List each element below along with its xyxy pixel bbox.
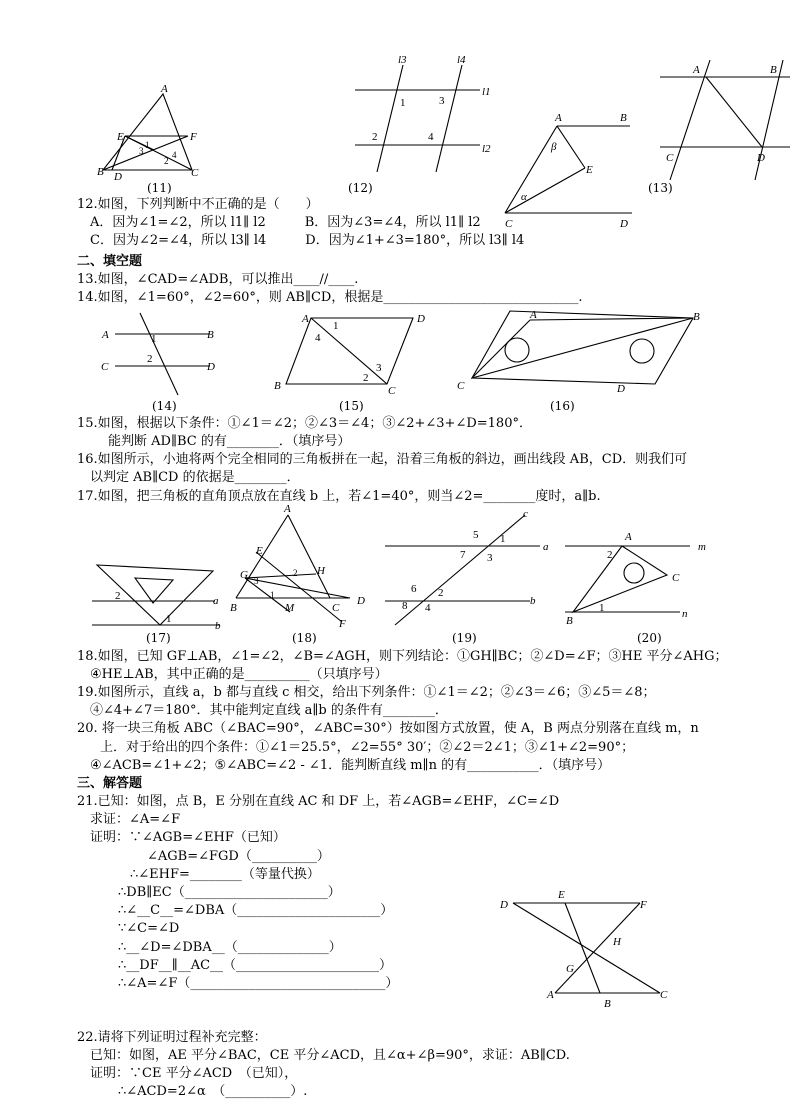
- section-solutions-title: 三、解答题: [77, 776, 143, 791]
- figure-19: [385, 515, 540, 625]
- label: D: [417, 313, 425, 325]
- label: 1: [270, 590, 275, 600]
- label: 4: [172, 150, 177, 160]
- label: H: [613, 936, 621, 948]
- label: 4: [425, 602, 431, 614]
- label: C: [332, 602, 340, 614]
- label: 2: [438, 587, 444, 599]
- label: E: [558, 889, 565, 901]
- label: A: [555, 112, 562, 124]
- label: E: [117, 131, 124, 143]
- question-19-line1: 19.如图所示，直线 a，b 都与直线 c 相交，给出下列条件：①∠1＝∠2；②∠3＝∠6；③∠5＝∠8；: [77, 685, 656, 700]
- section-fill-in-title: 二、填空题: [77, 254, 143, 269]
- label: C: [505, 218, 513, 230]
- label: E: [256, 545, 263, 557]
- label: l1: [482, 86, 491, 98]
- label: B: [566, 615, 573, 627]
- figure-15: [286, 318, 413, 384]
- question-20-line1: 20. 将一块三角板 ABC（∠BAC=90°，∠ABC=30°）按如图方式放置，使 A，B 两点分别落在直线 m，n: [77, 721, 699, 736]
- proof-step-4: ∴DB∥EC（______________________）: [118, 885, 341, 900]
- label: B: [693, 311, 700, 323]
- proof-step-6: ∵∠C=∠D: [118, 921, 180, 936]
- label: 5: [473, 529, 479, 541]
- figure-16: [472, 311, 693, 384]
- proof-step-2: ∠AGB=∠FGD（__________）: [147, 849, 330, 864]
- question-21-prove: 求证：∠A=∠F: [90, 812, 181, 827]
- label: 1: [599, 602, 605, 614]
- label: n: [682, 608, 688, 620]
- label: D: [620, 218, 628, 230]
- figure-caption: (11): [147, 181, 172, 195]
- label: E: [586, 164, 593, 176]
- question-22-proof-2: ∴∠ACD=2∠α （__________）.: [118, 1084, 308, 1099]
- question-13: 13.如图，∠CAD=∠ADB，可以推出____//____.: [77, 272, 359, 287]
- label: A: [625, 531, 632, 543]
- label: A: [547, 989, 554, 1001]
- label: D: [500, 899, 508, 911]
- label: 1: [166, 613, 172, 625]
- label: l2: [482, 143, 491, 155]
- label: 3: [376, 362, 382, 374]
- proof-step-9: ∴∠A=∠F（______________________________）: [118, 976, 399, 991]
- label: a: [213, 595, 219, 607]
- label: C: [666, 152, 674, 164]
- label: 4: [315, 332, 321, 344]
- label: m: [698, 541, 706, 553]
- label: A: [102, 329, 109, 341]
- label: 1: [400, 97, 406, 109]
- figure-caption: (14): [152, 399, 177, 413]
- question-19-line2: ④∠4+∠7＝180°．其中能判定直线 a∥b 的条件有________．: [90, 703, 448, 718]
- label: C: [660, 989, 668, 1001]
- label: 1: [333, 320, 339, 332]
- label: B: [274, 380, 281, 392]
- label: 4: [428, 131, 434, 143]
- label: l4: [457, 54, 466, 66]
- figure-caption: (15): [339, 399, 364, 413]
- label: 3: [439, 95, 445, 107]
- label: B: [207, 329, 214, 341]
- label: c: [523, 508, 528, 520]
- question-22-proof-1: 证明：∵CE 平分∠ACD （已知），: [90, 1066, 298, 1081]
- label: B: [604, 998, 611, 1010]
- label: β: [551, 141, 557, 153]
- figure-13: [660, 60, 790, 180]
- label: 7: [460, 549, 466, 561]
- question-12-options-ab: A．因为∠1=∠2，所以 l1∥ l2 B．因为∠3=∠4，所以 l1∥ l2: [90, 215, 481, 230]
- label: B: [230, 602, 237, 614]
- label: 2: [147, 353, 153, 365]
- figure-caption: (12): [348, 181, 373, 195]
- label: B: [770, 64, 777, 76]
- label: 2: [115, 590, 121, 602]
- question-14: 14.如图，∠1=60°，∠2=60°，则 AB∥CD，根据是______________________________.: [77, 290, 583, 305]
- proof-step-8: ∴__DF__∥__AC__（______________________）: [118, 958, 393, 973]
- label: A: [161, 83, 168, 95]
- label: 1: [145, 140, 150, 150]
- label: C: [388, 385, 396, 397]
- figure-caption: (16): [550, 399, 575, 413]
- question-18-line1: 18.如图，已知 GF⊥AB，∠1=∠2，∠B=∠AGH，则下列结论：①GH∥BC；②∠D=∠F；③HE 平分∠AHG；: [77, 649, 728, 664]
- figure-12: [355, 65, 480, 172]
- label: 2: [372, 131, 378, 143]
- question-22-given: 已知：如图，AE 平分∠BAC，CE 平分∠ACD，且∠α+∠β=90°，求证：AB∥CD.: [90, 1048, 570, 1063]
- proof-step-1: 证明：∵∠AGB=∠EHF（已知）: [90, 830, 286, 845]
- label: A: [530, 309, 537, 321]
- question-15-prompt: 能判断 AD∥BC 的有________．（填序号）: [108, 434, 351, 449]
- label: 2: [164, 156, 169, 166]
- label: 2: [363, 372, 369, 384]
- figure-caption: (20): [637, 631, 662, 645]
- figure-21: [513, 903, 660, 993]
- label: A: [302, 313, 309, 325]
- label: α: [521, 191, 527, 203]
- label: b: [530, 595, 536, 607]
- label: D: [757, 152, 765, 164]
- label: M: [285, 602, 295, 614]
- question-17: 17.如图，把三角板的直角顶点放在直线 b 上，若∠1=40°，则当∠2=________度时，a∥b.: [77, 489, 601, 504]
- question-15-stem: 15.如图，根据以下条件：①∠1＝∠2；②∠3＝∠4；③∠2+∠3+∠D=180°．: [77, 416, 532, 431]
- label: C: [101, 361, 109, 373]
- proof-step-5: ∴∠__C__=∠DBA（______________________）: [118, 903, 394, 918]
- label: D: [207, 361, 215, 373]
- label: 3: [254, 576, 259, 586]
- proof-step-3: ∴∠EHF=________（等量代换）: [130, 867, 320, 882]
- label: b: [215, 620, 221, 632]
- figure-17: [92, 565, 220, 625]
- figure-caption: (19): [452, 631, 477, 645]
- label: 1: [500, 533, 506, 545]
- label: 1: [151, 333, 157, 345]
- question-22-stem: 22.请将下列证明过程补充完整：: [77, 1030, 267, 1045]
- question-12-stem: 12.如图，下列判断中不正确的是（ ）: [77, 197, 319, 212]
- label: 3: [487, 552, 493, 564]
- figure-14: [115, 313, 210, 395]
- label: F: [640, 899, 647, 911]
- question-16-line2: 以判定 AB∥CD 的依据是________．: [90, 470, 300, 485]
- question-21-given: 21.已知：如图，点 B，E 分别在直线 AC 和 DF 上，若∠AGB=∠EHF，∠C=∠D: [77, 794, 560, 809]
- label: G: [566, 963, 574, 975]
- label: C: [191, 167, 199, 179]
- label: H: [317, 565, 325, 577]
- label: D: [617, 383, 625, 395]
- label: B: [620, 112, 627, 124]
- label: 2: [607, 549, 613, 561]
- question-16-line1: 16.如图所示，小迪将两个完全相同的三角板拼在一起，沿着三角板的斜边，画出线段 AB，CD．则我们可: [77, 452, 688, 467]
- label: F: [339, 618, 346, 630]
- label: 8: [402, 600, 408, 612]
- question-20-line2: 上．对于给出的四个条件：①∠1＝25.5°，∠2=55° 30′；②∠2＝2∠1；③∠1+∠2=90°；: [100, 740, 635, 755]
- label: D: [114, 171, 122, 183]
- label: F: [190, 131, 197, 143]
- label: 2: [293, 568, 298, 578]
- label: C: [457, 380, 465, 392]
- question-18-line2: ④HE⊥AB，其中正确的是__________（只填序号）: [90, 667, 388, 682]
- label: A: [693, 64, 700, 76]
- figure-caption: (13): [648, 181, 673, 195]
- figure-caption: (18): [292, 631, 317, 645]
- label: l3: [398, 54, 407, 66]
- label: D: [357, 595, 365, 607]
- label: 3: [139, 146, 144, 156]
- label: B: [97, 166, 104, 178]
- question-12-options-cd: C．因为∠2=∠4，所以 l3∥ l4 D．因为∠1+∠3=180°，所以 l3∥ l4: [90, 233, 525, 248]
- proof-step-7: ∴__∠D=∠DBA__（______________）: [118, 940, 342, 955]
- label: G: [240, 569, 248, 581]
- label: a: [543, 541, 549, 553]
- label: C: [672, 572, 680, 584]
- figure-caption: (17): [146, 631, 171, 645]
- label: 6: [411, 583, 417, 595]
- question-20-line3: ④∠ACB=∠1+∠2；⑤∠ABC=∠2 - ∠1．能判断直线 m∥n 的有___________．（填序号）: [90, 758, 611, 773]
- label: A: [284, 503, 291, 515]
